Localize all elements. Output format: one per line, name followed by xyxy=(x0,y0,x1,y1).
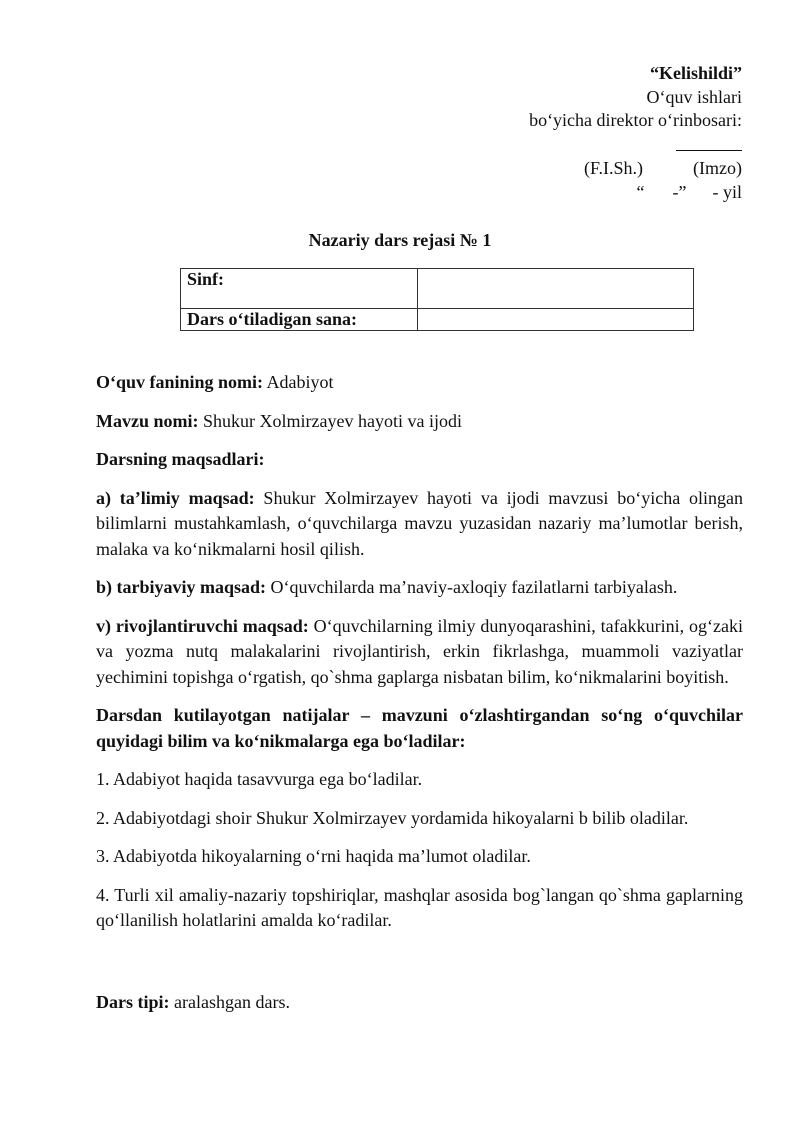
goal-v-value: O‘quvchilarning ilmiy dunyoqarashini, tafakkurini, og‘zaki va yozma nutq malakalarini rivojlantirish, erkin fikrlashga, muammoli vaziyatlar yechimini topishga o‘rgatish, qo`shma gaplarga nisbatan bilim, ko‘nikmalarini boyitish. xyxy=(96,615,743,687)
date-value xyxy=(418,309,694,331)
subject-paragraph xyxy=(96,370,743,396)
table-row xyxy=(181,309,694,331)
goal-a-paragraph xyxy=(96,486,743,563)
sinf-value xyxy=(418,269,694,309)
goals-heading: Darsning maqsadlari: xyxy=(96,449,265,469)
table-row xyxy=(181,269,694,309)
goal-b-label: b) tarbiyaviy maqsad: xyxy=(96,577,267,597)
topic-paragraph xyxy=(96,409,743,435)
lesson-type-paragraph xyxy=(96,990,743,1016)
date-row xyxy=(529,181,742,205)
document-body xyxy=(96,370,743,1028)
lesson-type-label: Dars tipi: xyxy=(96,991,170,1012)
goal-a-label: a) ta’limiy maqsad: xyxy=(96,487,255,508)
sinf-label: Sinf: xyxy=(181,269,418,309)
topic-label: Mavzu nomi: xyxy=(96,410,199,431)
approval-line-1: O‘quv ishlari xyxy=(646,86,742,107)
outcomes-heading: Darsdan kutilayotgan natijalar – mavzuni o‘zlashtirgandan so‘ng o‘quvchilar quyidagi bilim va ko‘nikmalarga ega bo‘ladilar: xyxy=(96,705,743,751)
plan-title: Nazariy dars rejasi № 1 xyxy=(308,230,492,250)
signature-line xyxy=(676,133,742,151)
outcome-item: 1. Adabiyot haqida tasavvurga ega bo‘ladilar. xyxy=(96,769,423,789)
imzo-label: (Imzo) xyxy=(693,158,742,178)
goal-v-paragraph xyxy=(96,614,743,691)
approval-heading: “Kelishildi” xyxy=(649,63,742,83)
date-open-quote: “ xyxy=(636,181,645,202)
date-year: - yil xyxy=(712,181,742,202)
date-close-quote: -” xyxy=(672,181,687,202)
goal-b-paragraph xyxy=(96,575,743,601)
outcome-item: 2. Adabiyotdagi shoir Shukur Xolmirzayev yordamida hikoyalarni b bilib oladilar. xyxy=(96,807,689,828)
outcomes-heading-paragraph xyxy=(96,703,743,754)
topic-value: Shukur Xolmirzayev hayoti va ijodi xyxy=(198,410,462,431)
fish-label: (F.I.Sh.) xyxy=(583,158,644,178)
goal-b-value: O‘quvchilarda ma’naviy-axloqiy fazilatlarni tarbiyalash. xyxy=(266,577,678,597)
goals-heading-paragraph xyxy=(96,447,743,473)
approval-line-2: bo‘yicha direktor o‘rinbosari: xyxy=(529,110,742,130)
outcome-item: 3. Adabiyotda hikoyalarning o‘rni haqida ma’lumot oladilar. xyxy=(96,846,531,866)
outcome-item: 4. Turli xil amaliy-nazariy topshiriqlar, mashqlar asosida bog`langan qo`shma gaplarning qo‘llanilish holatlarini amalda ko‘radilar. xyxy=(96,884,743,930)
approval-block xyxy=(529,62,742,204)
info-table xyxy=(180,268,694,331)
lesson-type-value: aralashgan dars. xyxy=(169,991,290,1012)
signature-labels xyxy=(529,157,742,181)
goal-a-value: Shukur Xolmirzayev hayoti va ijodi mavzusi bo‘yicha olingan bilimlarni mustahkamlash, o‘quvchilarga mavzu yuzasidan nazariy ma’lumotlar berish, malaka va ko‘nikmalarni hosil qilish. xyxy=(96,487,744,559)
subject-value: Adabiyot xyxy=(263,372,334,392)
date-label: Dars o‘tiladigan sana: xyxy=(181,309,418,331)
subject-label: O‘quv fanining nomi: xyxy=(96,372,264,392)
goal-v-label: v) rivojlantiruvchi maqsad: xyxy=(96,615,309,636)
